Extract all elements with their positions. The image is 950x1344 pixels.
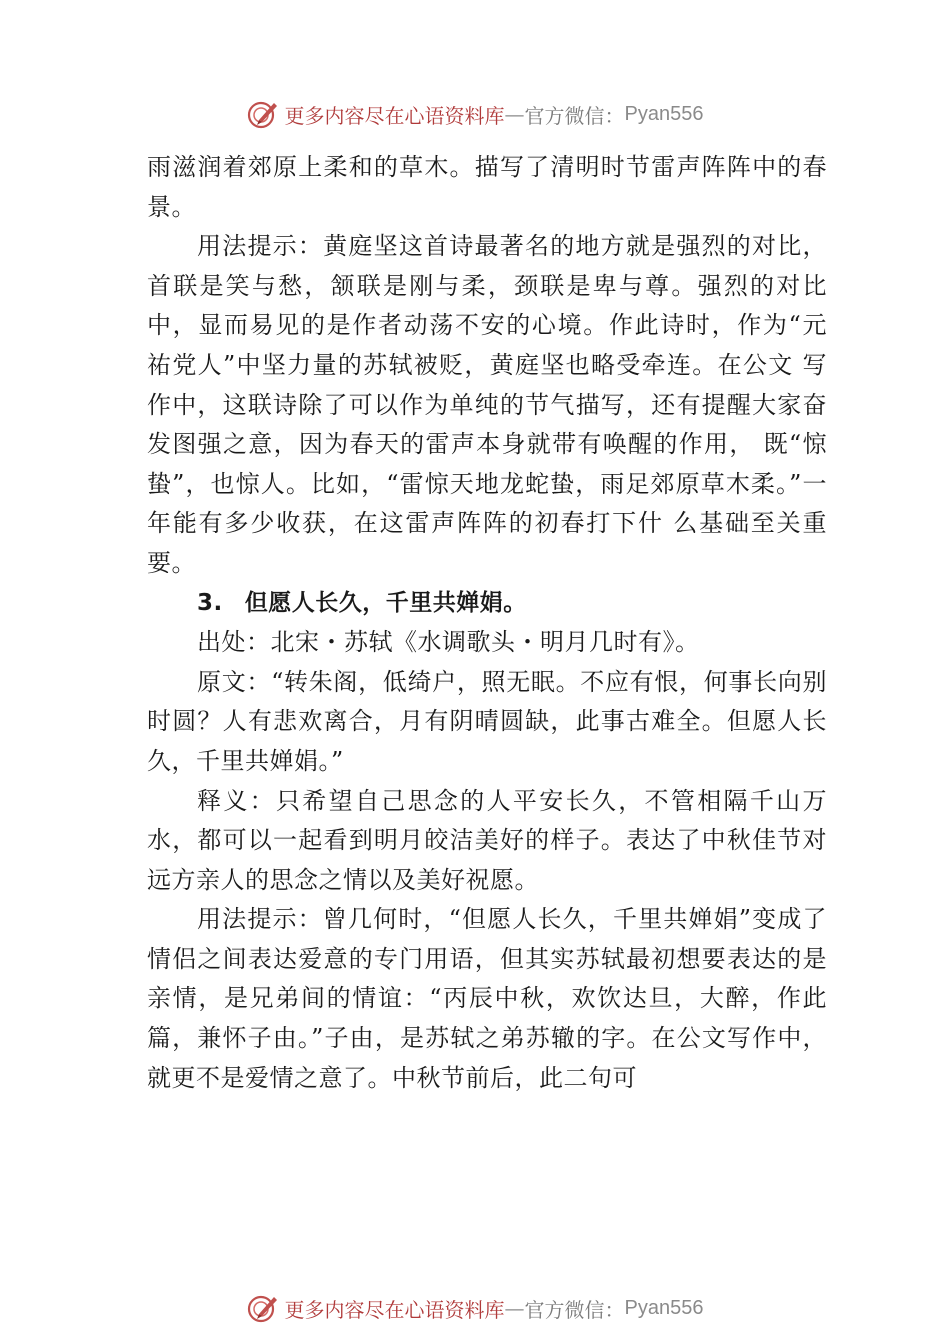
footer-wechat-label: 官方微信：: [524, 1297, 625, 1322]
section-number: 3.: [197, 589, 223, 616]
paragraph-original-text: 原文：“转朱阁，低绮户，照无眠。不应有恨，何事长向别时圆？人有悲欢离合，月有阴晴圆缺，此事古难全。但愿人长久，千里共婵娟。”: [147, 667, 827, 775]
footer-wechat-id: Pyan556: [624, 1296, 704, 1319]
header-brand-text: 更多内容尽在心语资料库: [284, 103, 505, 128]
paragraph-source: 出处：北宋・苏轼《水调歌头・明月几时有》。: [197, 628, 700, 657]
paragraph-usage-tip-1: 用法提示：黄庭坚这首诗最著名的地方就是强烈的对比，首联是笑与愁，颔联是刚与柔，颈联是卑与尊。强烈的对比中，显而易见的是作者动荡不安的心境。作此诗时，作为“元 祐党人”中坚力量的苏轼被贬，黄庭坚也略受牵连。在公文 写作中，这联诗除了可以作为单纯的节气描写，还有提醒大家奋发图强之意，因为春天的雷声本身就带有唤醒的作用， 既“惊蛰”，也惊人。比如，“雷惊天地龙蛇蛰，雨足郊原草木柔。”一年能有多少收获，在这雷声阵阵的初春打下什 么基础至关重要。: [147, 232, 827, 577]
paragraph-usage-tip-2: 用法提示：曾几何时，“但愿人长久，千里共婵娟”变成了情侣之间表达爱意的专门用语，但其实苏轼最初想要表达的是亲情，是兄弟间的情谊：“丙辰中秋，欢饮达旦，大醉，作此篇，兼怀子由。”子由，是苏轼之弟苏辙的字。在公文写作中，就更不是爱情之意了。中秋节前后，此二句可: [147, 905, 827, 1092]
header-separator: —: [504, 102, 525, 126]
footer-separator: —: [504, 1296, 525, 1320]
pen-nib-seal-icon: [247, 1292, 279, 1324]
pen-nib-seal-icon: [247, 98, 279, 130]
paragraph-meaning: 释义：只希望自己思念的人平安长久，不管相隔千山万水，都可以一起看到明月皎洁美好的样子。表达了中秋佳节对远方亲人的思念之情以及美好祝愿。: [147, 786, 827, 894]
section-heading: [147, 584, 827, 624]
footer-brand-text: 更多内容尽在心语资料库: [284, 1297, 505, 1322]
footer-banner: [0, 1288, 950, 1328]
document-body: [147, 148, 827, 1098]
section-title: 但愿人长久，千里共婵娟。: [244, 589, 527, 616]
header-wechat-id: Pyan556: [624, 102, 704, 125]
header-wechat-label: 官方微信：: [524, 103, 625, 128]
paragraph-continuation: 雨滋润着郊原上柔和的草木。描写了清明时节雷声阵阵中的春景。: [147, 153, 827, 221]
header-banner: [0, 94, 950, 134]
